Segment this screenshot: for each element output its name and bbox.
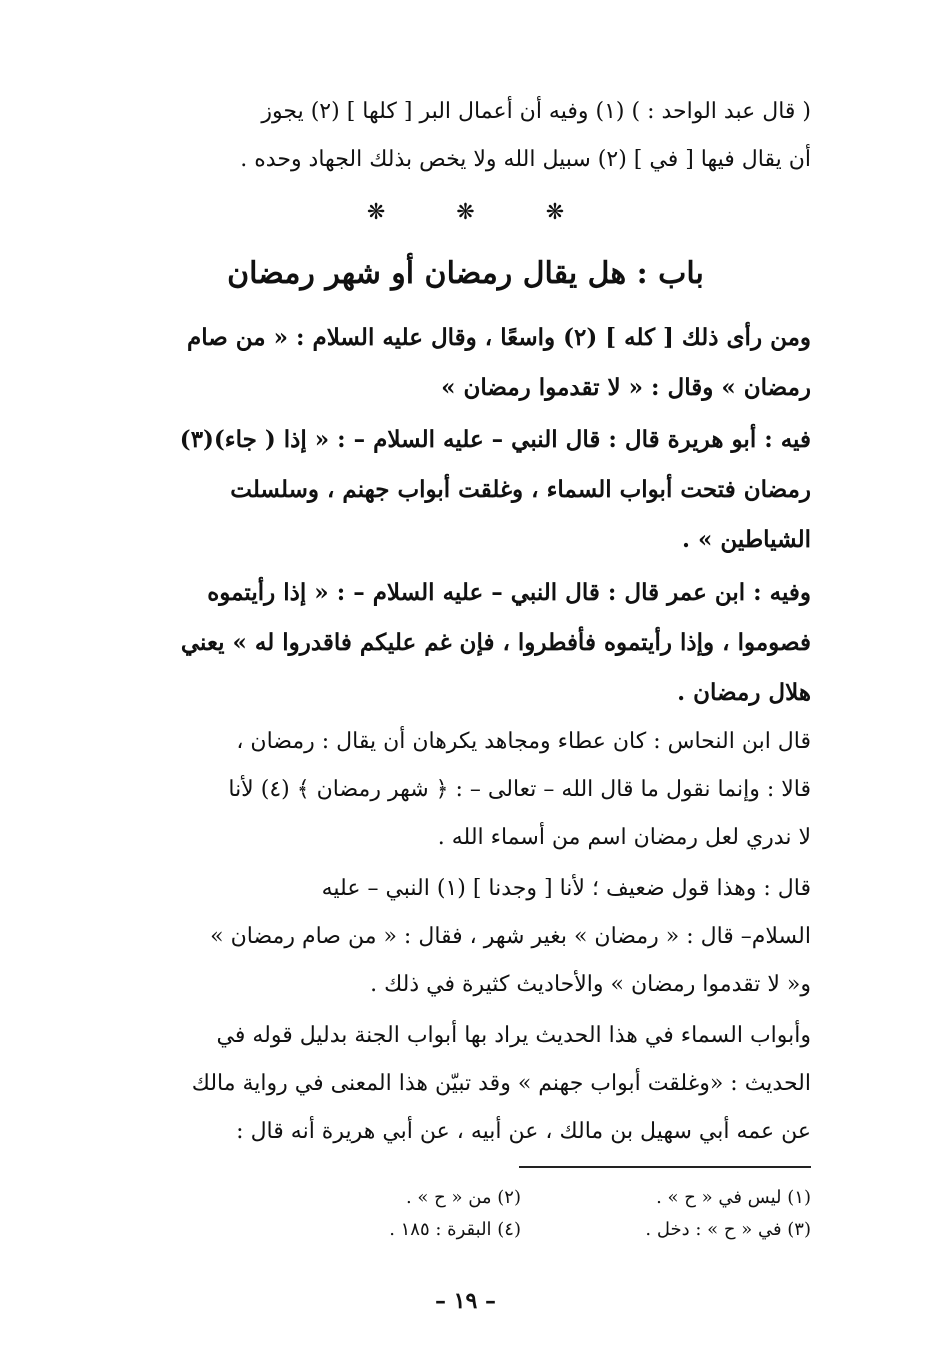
footnote-3: (٣) في « ح » : دخل . [645,1219,811,1240]
text-line: ( قال عبد الواحد : ) (١) وفيه أن أعمال البر [ كلها ] (٢) يجوز [261,99,811,124]
text-line: قالا : وإنما نقول ما قال الله – تعالى – : ﴿ شهر رمضان ﴾ (٤) لأنا [228,777,811,802]
text-line: رمضان فتحت أبواب السماء ، وغلقت أبواب جهنم ، وسلسلت [230,476,811,503]
page-number: – ١٩ – [435,1288,496,1314]
text-line: لا ندري لعل رمضان اسم من أسماء الله . [437,825,811,850]
text-line: الحديث : «وغلقت أبواب جهنم » وقد تبيّن هذا المعنى في رواية مالك [191,1071,811,1096]
text-line: قال ابن النحاس : كان عطاء ومجاهد يكرهان أن يقال : رمضان ، [236,729,811,754]
text-line: عن عمه أبي سهيل بن مالك ، عن أبيه ، عن أبي هريرة أنه قال : [236,1119,811,1144]
star-ornament-icon: ❋ [545,200,565,225]
footnote-1: (١) ليس في « ح » . [656,1187,811,1208]
star-ornament-icon: ❋ [366,200,386,225]
footnote-4: (٤) البقرة : ١٨٥ . [389,1219,521,1240]
paragraph-hadith-ibn-umar [121,568,811,718]
paragraph-hadith-abu-hurayra [121,415,811,565]
paragraph-intro [121,88,811,184]
footnote-2: (٢) من « ح » . [405,1187,521,1208]
section-divider-stars [0,200,931,225]
text-line: الشياطين » . [681,526,811,553]
paragraph-ibn-nahhas [121,718,811,862]
text-line: السلام– قال : « رمضان » بغير شهر ، فقال : « من صام رمضان » [210,924,811,949]
text-line: أن يقال فيها [ في ] (٢) سبيل الله ولا يخص بذلك الجهاد وحده . [240,147,811,172]
paragraph-rebuttal [121,865,811,1009]
text-line: وأبواب السماء في هذا الحديث يراد بها أبواب الجنة بدليل قوله في [216,1023,811,1048]
text-line: رمضان » وقال : « لا تقدموا رمضان » [441,374,811,401]
star-ornament-icon: ❋ [456,200,475,225]
footnote-row [121,1214,811,1246]
text-line: ومن رأى ذلك [ كله ] (٢) واسعًا ، وقال عليه السلام : « من صام [186,324,811,351]
footnote-divider [519,1166,811,1168]
text-line: فيه : أبو هريرة قال : قال النبي – عليه السلام – : « إذا ( جاء)(٣) [179,426,811,453]
chapter-heading: باب : هل يقال رمضان أو شهر رمضان [227,256,704,291]
footnote-row [121,1182,811,1214]
paragraph-gates-of-heaven [121,1012,811,1156]
text-line: قال : وهذا قول ضعيف ؛ لأنا [ وجدنا ] (١) النبي – عليه [321,876,811,901]
paragraph-chapter-intro [121,313,811,413]
text-line: هلال رمضان . [677,679,811,706]
text-line: فصوموا ، وإذا رأيتموه فأفطروا ، فإن غم عليكم فاقدروا له » يعني [180,629,811,656]
text-line: و« لا تقدموا رمضان » والأحاديث كثيرة في ذلك . [370,972,811,997]
text-line: وفيه : ابن عمر قال : قال النبي – عليه السلام – : « إذا رأيتموه [207,579,811,606]
